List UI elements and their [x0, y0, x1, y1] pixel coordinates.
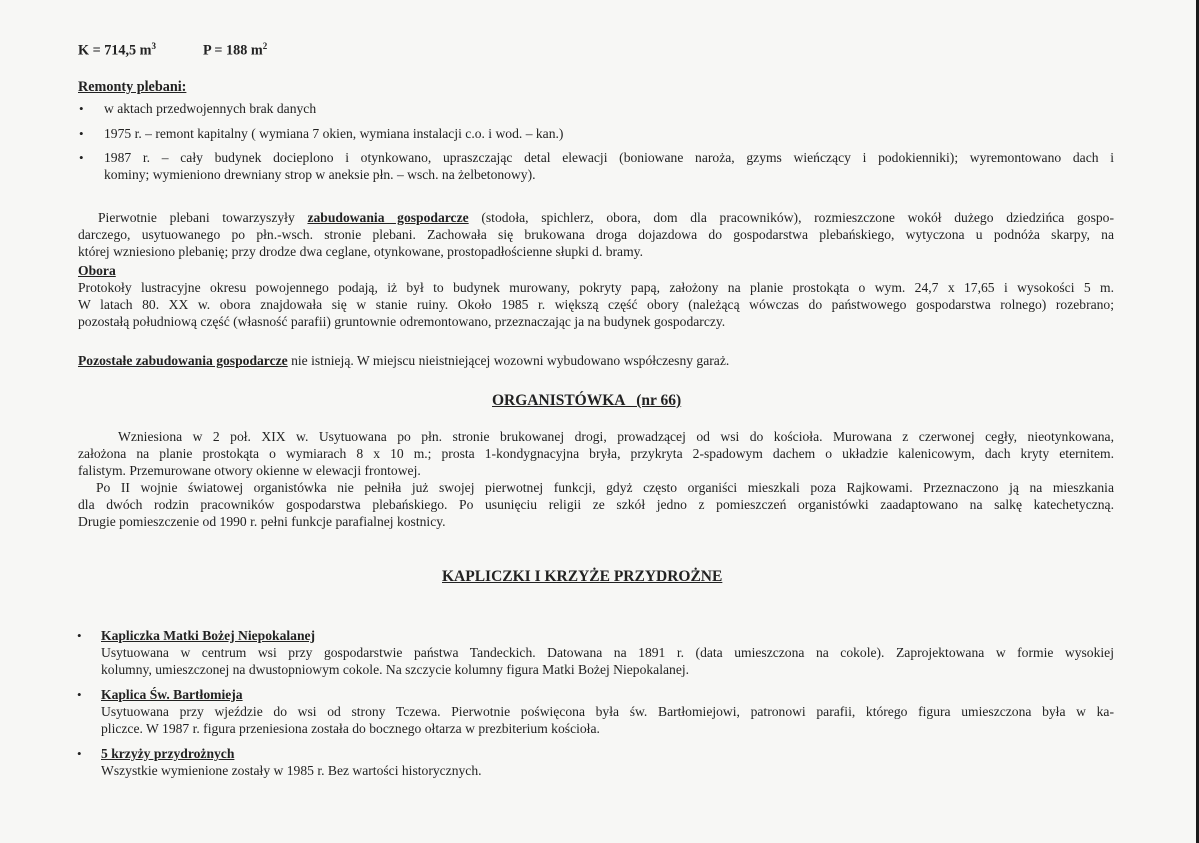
- kapliczki-heading: KAPLICZKI I KRZYŻE PRZYDROŻNE: [442, 568, 723, 585]
- bullet-icon: •: [77, 687, 82, 702]
- kapliczka-title: Kaplica Św. Bartłomieja: [101, 687, 243, 702]
- pozostale-paragraph: Pozostałe zabudowania gospodarcze nie istnieją. W miejscu nieistniejącej wozowni wybudowano współczesny garaż.: [78, 353, 730, 368]
- remonty-item-2: 1975 r. – remont kapitalny ( wymiana 7 okien, wymiana instalacji c.o. i wod. – kan.): [104, 126, 564, 141]
- organistowka-paragraph: Wzniesiona w 2 poł. XIX w. Usytuowana po płn. stronie brukowanej drogi, prowadzącej od wsi do kościoła. Murowana z czerwonej cegły, nieotynkowana, założona na planie prostokąta o wymiarach 8 x 10 m.; prosta 1-kondygnacyjna bryła, przykryta 2-spadowym dachem o układzie kalenicowym, dach kryty eternitem. falistym. Przemurowane otwory okienne w elewacji frontowej. Po II wojnie światowej organistówka nie pełniła już swojej pierwotnej funkcji, gdyż często organiści mieszkali poza Rajkowami. Przeznaczono ją na mieszkania dla dwóch rodzin pracowników gospodarstwa plebańskiego. Po usunięciu religii ze szkół jedno z pomieszczeń organistówki zaadaptowano na salkę katechetyczną. Drugie pomieszczenie od 1990 r. pełni funkcje parafialnej kostnicy.: [78, 429, 1114, 529]
- kapliczka-item-3: 5 krzyży przydrożnych Wszystkie wymienione zostały w 1985 r. Bez wartości historycznych.: [101, 745, 1114, 779]
- bullet-icon: •: [79, 101, 84, 116]
- remonty-item-1: w aktach przedwojennych brak danych: [104, 101, 317, 116]
- bullet-icon: •: [77, 746, 82, 761]
- remonty-item-3: 1987 r. – cały budynek docieplono i otynkowano, upraszczając detal elewacji (boniowane naroża, gzyms wieńczący i podokienniki); wyremontowano dach i kominy; wymieniono drewniany strop w aneksie płn. – wsch. na żelbetonowy).: [104, 150, 1114, 182]
- organistowka-heading: ORGANISTÓWKA (nr 66): [492, 392, 682, 409]
- kapliczka-title: 5 krzyży przydrożnych: [101, 746, 235, 761]
- zabudowania-link: zabudowania gospodarcze: [307, 210, 469, 225]
- kapliczka-item-2: Kaplica Św. Bartłomieja Usytuowana przy wjeździe do wsi od strony Tczewa. Pierwotnie poświęcona była św. Bartłomiejowi, patronowi parafii, którego figura umieszczona była w ka- pliczce. W 1987 r. figura przeniesiona została do bocznego ołtarza w prezbiterium kościoła.: [101, 687, 1114, 736]
- obora-heading: Obora: [78, 263, 116, 278]
- bullet-icon: •: [79, 150, 84, 165]
- k-value: K = 714,5 $m^3$: [78, 41, 157, 59]
- kapliczka-item-1: Kapliczka Matki Bożej Niepokalanej Usytuowana w centrum wsi przy gospodarstwie państwa Tandeckich. Datowana na 1891 r. (data umieszczona na cokole). Zaprojektowana w formie wysokiej kolumny, umieszczonej na dwustopniowym cokole. Na szczycie kolumny figura Matki Bożej Niepokalanej.: [101, 628, 1114, 677]
- kapliczka-title: Kapliczka Matki Bożej Niepokalanej: [101, 628, 316, 643]
- remonty-heading: Remonty plebani:: [78, 79, 187, 95]
- pozostale-link: Pozostałe zabudowania gospodarcze: [78, 353, 288, 368]
- zabudowania-paragraph: Pierwotnie plebani towarzyszyły zabudowania gospodarcze (stodoła, spichlerz, obora, dom dla pracowników), rozmieszczone wokół dużego dziedzińca gospo- darczego, usytuowanego po płn.-wsch. stronie plebani. Zachowała się brukowana droga dojazdowa do gospodarstwa plebańskiego, wytyczona u podnóża skarpy, na której wzniesiono plebanię; przy drodze dwa ceglane, otynkowane, prostopadłościenne słupki d. bramy.: [78, 210, 1114, 259]
- obora-paragraph: Protokoły lustracyjne okresu powojennego podają, iż był to budynek murowany, pokryty papą, założony na planie prostokąta o wym. 24,7 x 17,65 i wysokości 5 m. W latach 80. XX w. obora znajdowała się w stanie ruiny. Około 1985 r. większą część obory (należącą wówczas do państwowego gospodarstwa rolnego) rozebrano; pozostałą południową część (własność parafii) gruntownie odremontowano, przeznaczając ja na budynek gospodarczy.: [78, 280, 1114, 329]
- bullet-icon: •: [77, 628, 82, 643]
- bullet-icon: •: [79, 126, 84, 141]
- p-value: P = 188 $m^2$: [203, 41, 268, 59]
